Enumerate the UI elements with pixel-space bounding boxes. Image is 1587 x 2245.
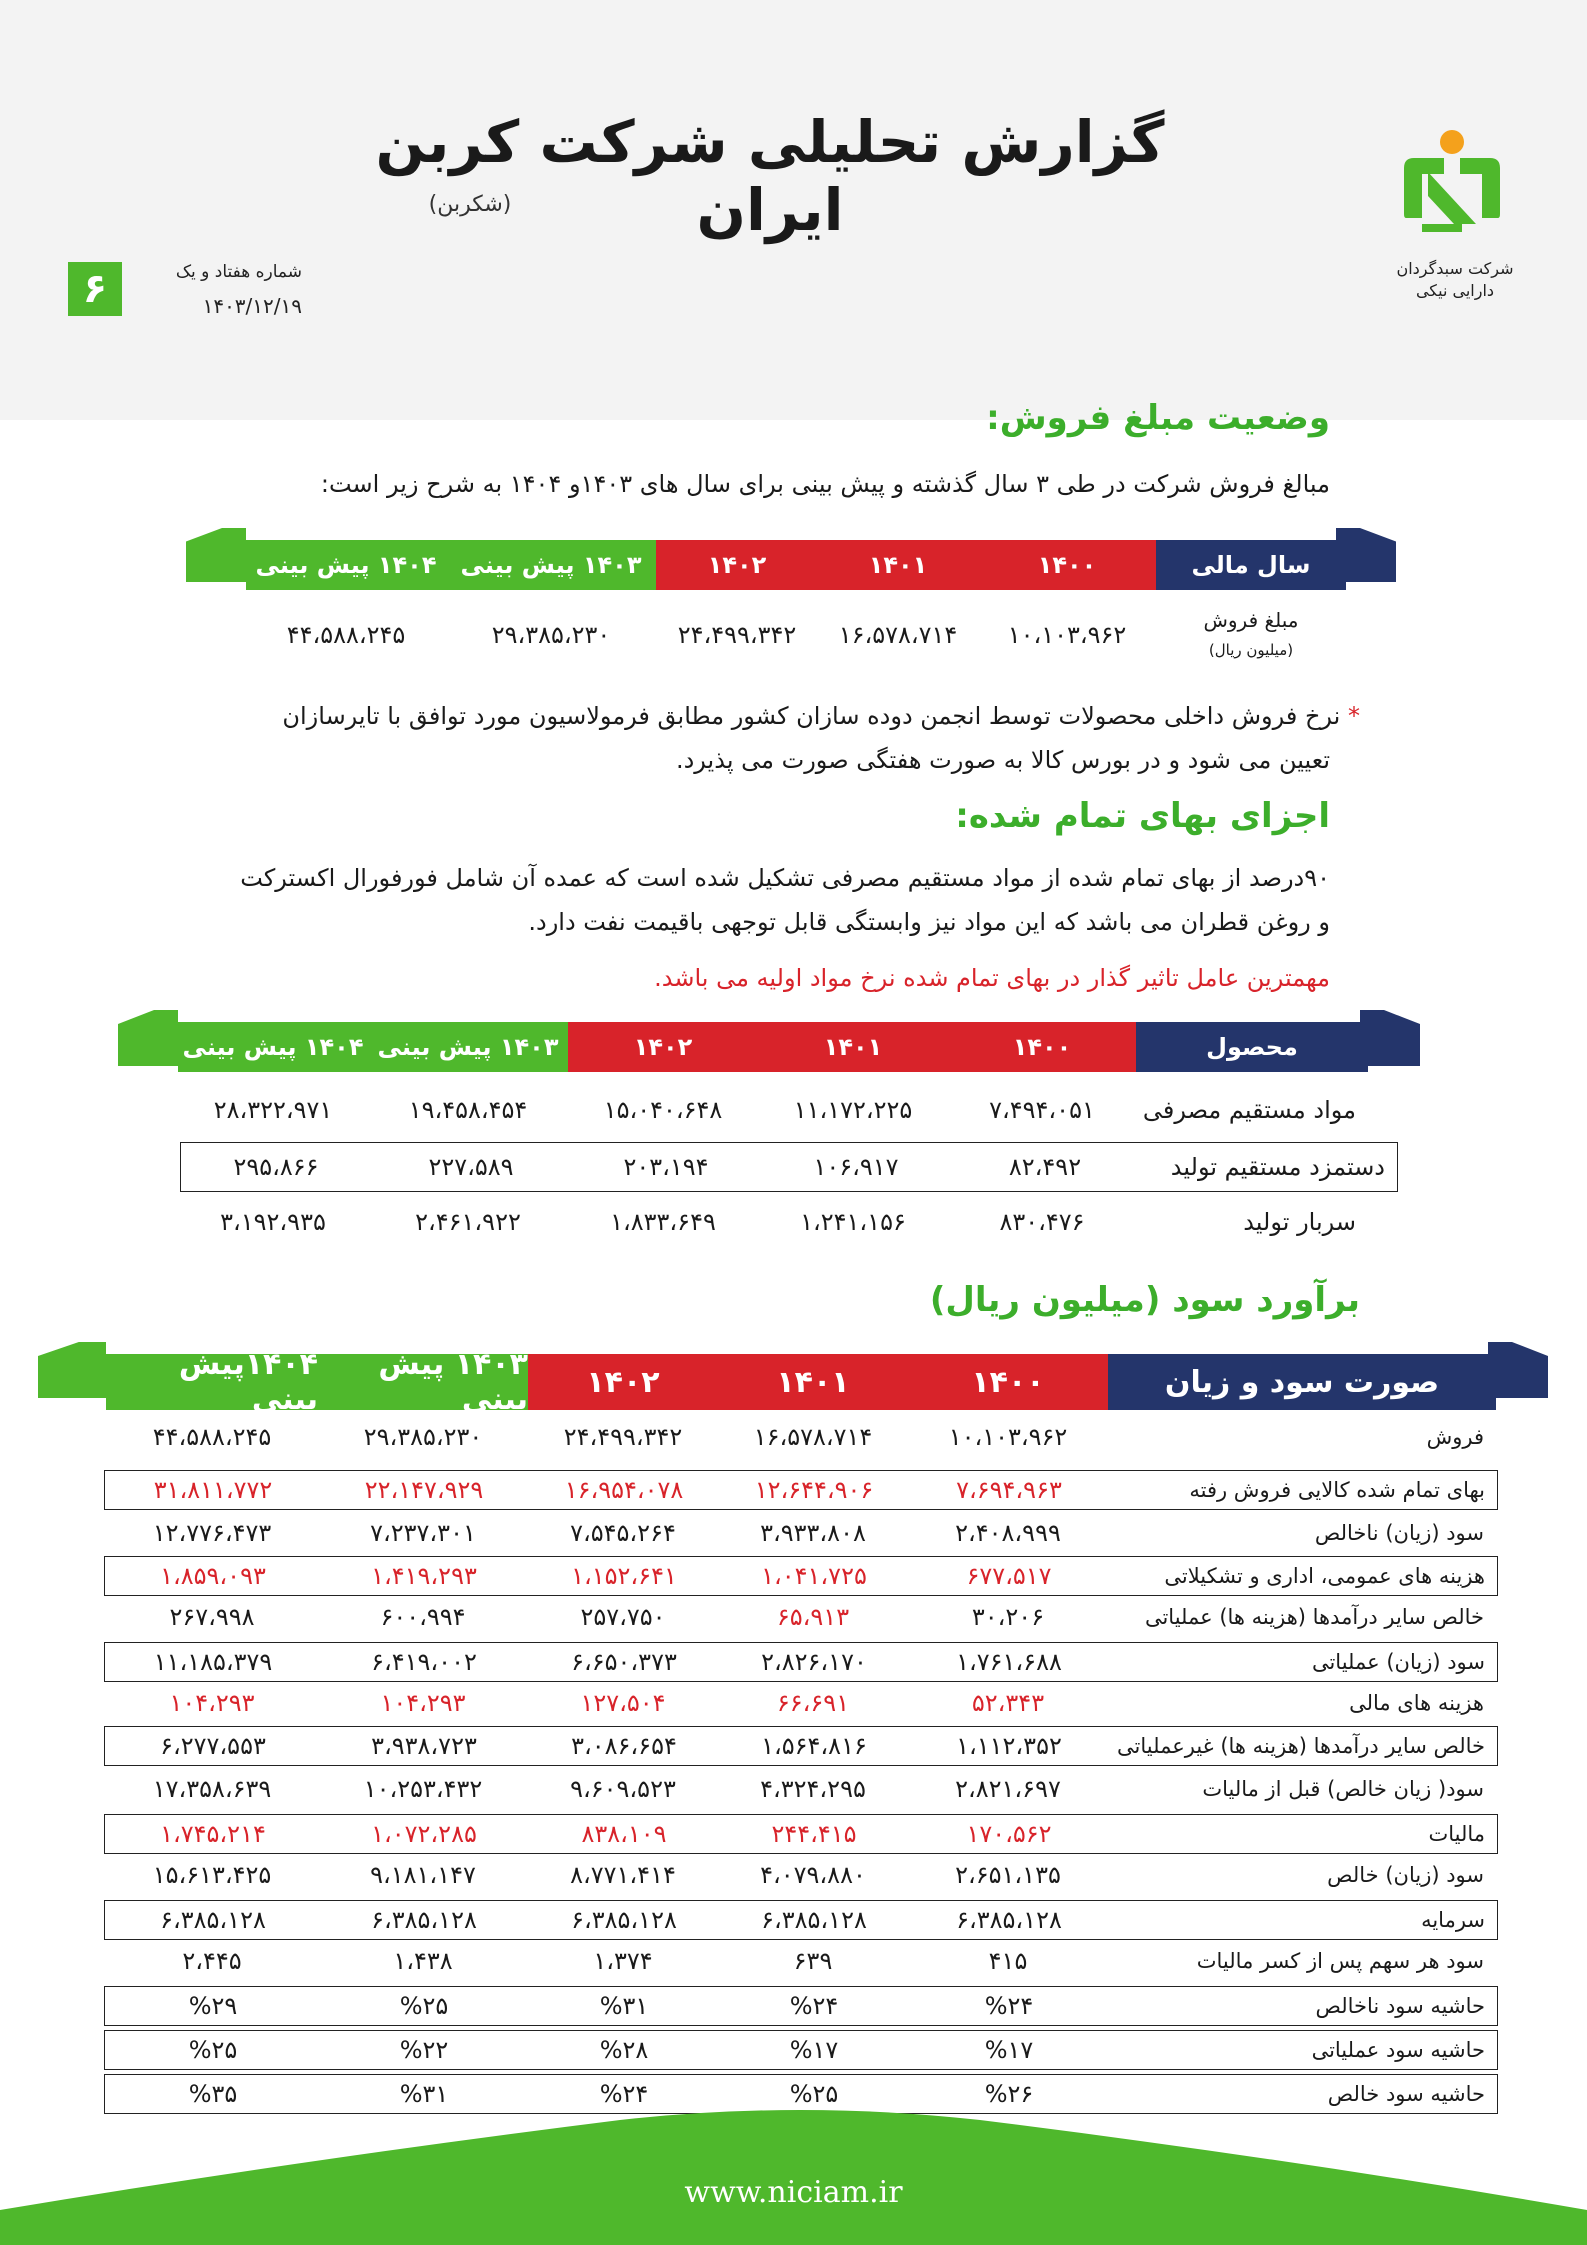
pl-value: ۲۵۷،۷۵۰	[580, 1603, 666, 1631]
pl-value: %۲۶	[984, 2080, 1034, 2108]
pl-value: ۸،۷۷۱،۴۱۴	[570, 1861, 676, 1889]
pl-value: ۱۷۰،۵۶۲	[966, 1820, 1052, 1848]
pl-row	[104, 1598, 1496, 1636]
pl-row	[104, 1642, 1498, 1682]
cost-value: ۸۲،۴۹۲	[1008, 1153, 1082, 1181]
cost-value: ۲۹۵،۸۶۶	[233, 1153, 319, 1181]
issue-date: ۱۴۰۳/۱۲/۱۹	[202, 294, 302, 318]
pl-value: ۱۰،۱۰۳،۹۶۲	[948, 1423, 1068, 1451]
pl-value: ۱،۴۳۸	[393, 1947, 453, 1975]
pl-value: ۶۶،۶۹۱	[776, 1689, 850, 1717]
pl-value: ۱،۸۵۹،۰۹۳	[160, 1562, 266, 1590]
pl-value: ۱،۰۷۲،۲۸۵	[371, 1820, 477, 1848]
sales-header-cell: ۱۴۰۱	[818, 540, 978, 590]
cost-value: ۲۰۳،۱۹۴	[623, 1153, 709, 1181]
sales-value: ۲۴،۴۹۹،۳۴۲	[677, 621, 797, 649]
pl-value: ۲،۶۵۱،۱۳۵	[955, 1861, 1061, 1889]
cost-value: ۱۱،۱۷۲،۲۲۵	[793, 1096, 913, 1124]
pl-row	[104, 1418, 1496, 1456]
pl-value: ۸۳۸،۱۰۹	[581, 1820, 667, 1848]
cost-table-header	[178, 1022, 1368, 1072]
pl-value: %۲۹	[188, 1992, 238, 2020]
cost-row-label: دستمزد مستقیم تولید	[1170, 1153, 1385, 1181]
pl-row-label: سود (زیان) ناخالص	[1314, 1521, 1484, 1545]
cost-value: ۳،۱۹۲،۹۳۵	[220, 1208, 326, 1236]
pl-header-cell: ۱۴۰۳ پیش بینی	[318, 1354, 528, 1410]
cost-header-cell: محصول	[1136, 1022, 1368, 1072]
pl-value: ۶،۳۸۵،۱۲۸	[571, 1906, 677, 1934]
sales-header-cap-left	[186, 528, 246, 582]
pl-value: ۳،۹۳۳،۸۰۸	[760, 1519, 866, 1547]
pl-row-label: سود( زیان خالص) قبل از مالیات	[1202, 1777, 1484, 1801]
pl-value: ۶۵،۹۱۳	[776, 1603, 850, 1631]
page-subtitle: (شکربن)	[428, 192, 512, 217]
pl-value: %۲۴	[599, 2080, 649, 2108]
cost-highlight: مهمترین عامل تاثیر گذار در بهای تمام شده نرخ مواد اولیه می باشد.	[654, 964, 1330, 992]
pl-value: ۲۴،۴۹۹،۳۴۲	[563, 1423, 683, 1451]
sales-header-cell: سال مالی	[1156, 540, 1346, 590]
pl-row-label: هزینه های عمومی، اداری و تشکیلاتی	[1164, 1564, 1485, 1588]
cost-value: ۷،۴۹۴،۰۵۱	[989, 1096, 1095, 1124]
pl-value: ۱۰۴،۲۹۳	[380, 1689, 466, 1717]
cost-section-title: اجزای بهای تمام شده:	[955, 796, 1330, 836]
pl-row	[104, 1942, 1496, 1980]
cost-header-cell: ۱۴۰۲	[568, 1022, 758, 1072]
pl-section-title: برآورد سود (میلیون ریال)	[929, 1280, 1360, 1320]
pl-header-cell: ۱۴۰۰	[908, 1354, 1108, 1410]
pl-value: ۳،۹۳۸،۷۲۳	[371, 1732, 477, 1760]
pl-value: ۱،۱۵۲،۶۴۱	[571, 1562, 677, 1590]
pl-value: %۲۴	[789, 1992, 839, 2020]
pl-value: ۳۰،۲۰۶	[971, 1603, 1045, 1631]
pl-row	[104, 1556, 1498, 1596]
pl-row-label: سود (زیان) عملیاتی	[1311, 1650, 1485, 1674]
pl-value: ۳۱،۸۱۱،۷۷۲	[153, 1476, 273, 1504]
cost-value: ۸۳۰،۴۷۶	[999, 1208, 1085, 1236]
pl-value: ۶،۴۱۹،۰۰۲	[371, 1648, 477, 1676]
pl-value: ۳،۰۸۶،۶۵۴	[571, 1732, 677, 1760]
pl-value: ۲،۴۴۵	[182, 1947, 242, 1975]
cost-row	[178, 1088, 1368, 1132]
pl-value: %۲۸	[599, 2036, 649, 2064]
pl-value: ۱۷،۳۵۸،۶۳۹	[152, 1775, 272, 1803]
pl-row-label: مالیات	[1428, 1822, 1485, 1846]
pl-value: ۱۲،۷۷۶،۴۷۳	[152, 1519, 272, 1547]
cost-row	[180, 1142, 1398, 1192]
pl-value: ۹،۶۰۹،۵۲۳	[570, 1775, 676, 1803]
pl-value: ۶۳۹	[793, 1947, 833, 1975]
pl-row-label: فروش	[1426, 1425, 1484, 1449]
pl-row	[104, 1726, 1498, 1766]
pl-row	[104, 1900, 1498, 1940]
pl-value: %۱۷	[984, 2036, 1034, 2064]
pl-value: ۲۹،۳۸۵،۲۳۰	[363, 1423, 483, 1451]
pl-value: ۲،۸۲۶،۱۷۰	[761, 1648, 867, 1676]
cost-value: ۱۵،۰۴۰،۶۴۸	[603, 1096, 723, 1124]
pl-value: ۱،۷۴۵،۲۱۴	[160, 1820, 266, 1848]
pl-row	[104, 1470, 1498, 1510]
pl-row-label: خالص سایر درآمدها (هزینه ها) غیرعملیاتی	[1117, 1734, 1485, 1758]
cost-header-cap-right	[1360, 1010, 1420, 1066]
cost-value: ۲،۴۶۱،۹۲۲	[415, 1208, 521, 1236]
pl-value: ۷،۲۳۷،۳۰۱	[370, 1519, 476, 1547]
pl-value: ۲،۴۰۸،۹۹۹	[955, 1519, 1061, 1547]
pl-table-header	[106, 1347, 1496, 1417]
cost-paragraph: ۹۰درصد از بهای تمام شده از مواد مستقیم مصرفی تشکیل شده است که عمده آن شامل فورفورال اکسترکت و روغن قطران می باشد که این مواد نیز وابستگی قابل توجهی باقیمت نفت دارد.	[240, 864, 1330, 936]
pl-value: ۱۰۴،۲۹۳	[169, 1689, 255, 1717]
sales-section-title: وضعیت مبلغ فروش:	[986, 398, 1330, 438]
issue-number-badge: ۶	[68, 262, 122, 316]
pl-header-cell: ۱۴۰۱	[718, 1354, 908, 1410]
pl-value: ۱۱،۱۸۵،۳۷۹	[153, 1648, 273, 1676]
cost-header-cell: ۱۴۰۰	[948, 1022, 1136, 1072]
pl-value: ۹،۱۸۱،۱۴۷	[370, 1861, 476, 1889]
pl-row-label: بهای تمام شده کالایی فروش رفته	[1189, 1478, 1485, 1502]
pl-header-cell: ۱۴۰۲	[528, 1354, 718, 1410]
pl-value: ۱۰،۲۵۳،۴۳۲	[363, 1775, 483, 1803]
pl-header-cell: صورت سود و زیان	[1108, 1354, 1496, 1410]
cost-value: ۲۲۷،۵۸۹	[428, 1153, 514, 1181]
pl-value: %۲۲	[399, 2036, 449, 2064]
sales-value: ۲۹،۳۸۵،۲۳۰	[491, 621, 611, 649]
pl-value: ۱۵،۶۱۳،۴۲۵	[152, 1861, 272, 1889]
pl-value: ۴،۰۷۹،۸۸۰	[760, 1861, 866, 1889]
pl-value: ۵۲،۳۴۳	[971, 1689, 1045, 1717]
sales-intro: مبالغ فروش شرکت در طی ۳ سال گذشته و پیش بینی برای سال های ۱۴۰۳و ۱۴۰۴ به شرح زیر است:	[320, 470, 1330, 498]
cost-value: ۱۹،۴۵۸،۴۵۴	[408, 1096, 528, 1124]
sales-value: ۱۶،۵۷۸،۷۱۴	[838, 621, 958, 649]
pl-value: %۱۷	[789, 2036, 839, 2064]
sales-row-label: مبلغ فروش	[1203, 608, 1299, 632]
pl-value: %۲۵	[399, 1992, 449, 2020]
sales-header-cell: ۱۴۰۳ پیش بینی	[446, 540, 656, 590]
pl-value: %۳۵	[188, 2080, 238, 2108]
pl-value: ۶،۶۵۰،۳۷۳	[571, 1648, 677, 1676]
sales-value: ۱۰،۱۰۳،۹۶۲	[1007, 621, 1127, 649]
pl-value: ۲۴۴،۴۱۵	[771, 1820, 857, 1848]
sales-row-unit: (میلیون ریال)	[1208, 641, 1294, 659]
pl-value: ۷،۵۴۵،۲۶۴	[570, 1519, 676, 1547]
pl-value: ۴۱۵	[988, 1947, 1028, 1975]
pl-value: ۱،۵۶۴،۸۱۶	[761, 1732, 867, 1760]
pl-value: ۲،۸۲۱،۶۹۷	[955, 1775, 1061, 1803]
sales-value: ۴۴،۵۸۸،۲۴۵	[286, 621, 406, 649]
footer-website-link[interactable]: www.niciam.ir	[684, 2175, 903, 2210]
sales-row	[246, 600, 1346, 670]
note-star-icon: *	[1348, 702, 1360, 730]
company-logo-icon	[1392, 128, 1512, 238]
cost-row-label: سربار تولید	[1243, 1208, 1356, 1236]
pl-row-label: سرمایه	[1421, 1908, 1485, 1932]
pl-value: ۲۶۷،۹۹۸	[169, 1603, 255, 1631]
pl-value: ۱۶،۵۷۸،۷۱۴	[753, 1423, 873, 1451]
pl-value: %۳۱	[399, 2080, 449, 2108]
pl-row	[104, 1856, 1496, 1894]
pl-value: %۲۵	[188, 2036, 238, 2064]
pl-row	[104, 2030, 1498, 2070]
sales-table-header	[246, 540, 1346, 590]
cost-value: ۱۰۶،۹۱۷	[813, 1153, 899, 1181]
sales-header-cell: ۱۴۰۰	[978, 540, 1156, 590]
pl-value: ۶۰۰،۹۹۴	[380, 1603, 466, 1631]
pl-value: ۶،۳۸۵،۱۲۸	[956, 1906, 1062, 1934]
company-name: شرکت سبدگردان دارایی نیکی	[1396, 259, 1514, 300]
cost-row	[178, 1200, 1368, 1244]
pl-row-label: سود هر سهم پس از کسر مالیات	[1196, 1949, 1484, 1973]
pl-row-label: خالص سایر درآمدها (هزینه ها) عملیاتی	[1144, 1605, 1484, 1629]
pl-header-cap-left	[38, 1342, 106, 1398]
pl-row	[104, 1986, 1498, 2026]
pl-row	[104, 1770, 1496, 1808]
cost-header-cell: ۱۴۰۳ پیش بینی	[368, 1022, 568, 1072]
pl-value: ۶،۳۸۵،۱۲۸	[371, 1906, 477, 1934]
issue-label: شماره هفتاد و یک	[175, 262, 302, 282]
pl-row-label: سود (زیان) خالص	[1327, 1863, 1484, 1887]
pl-value: %۲۵	[789, 2080, 839, 2108]
page-title: گزارش تحلیلی شرکت کربن ایران	[375, 108, 1165, 244]
pl-value: ۶،۲۷۷،۵۵۳	[160, 1732, 266, 1760]
pl-row	[104, 1814, 1498, 1854]
pl-value: ۱۲۷،۵۰۴	[580, 1689, 666, 1717]
cost-value: ۱،۲۴۱،۱۵۶	[800, 1208, 906, 1236]
pl-value: ۲۲،۱۴۷،۹۲۹	[364, 1476, 484, 1504]
pl-row	[104, 1514, 1496, 1552]
pl-value: ۷،۶۹۴،۹۶۳	[956, 1476, 1062, 1504]
cost-header-cap-left	[118, 1010, 178, 1066]
cost-value: ۲۸،۳۲۲،۹۷۱	[213, 1096, 333, 1124]
cost-header-cell: ۱۴۰۴ پیش بینی	[178, 1022, 368, 1072]
pl-row-label: هزینه های مالی	[1349, 1691, 1484, 1715]
pl-value: %۲۴	[984, 1992, 1034, 2020]
pl-value: ۴۴،۵۸۸،۲۴۵	[152, 1423, 272, 1451]
pl-value: ۱،۰۴۱،۷۲۵	[761, 1562, 867, 1590]
pl-value: ۶،۳۸۵،۱۲۸	[761, 1906, 867, 1934]
cost-row-label: مواد مستقیم مصرفی	[1142, 1096, 1356, 1124]
pl-value: ۶۷۷،۵۱۷	[966, 1562, 1052, 1590]
sales-note: * نرخ فروش داخلی محصولات توسط انجمن دوده سازان کشور مطابق فرمولاسیون مورد توافق با تایرسازان تعیین می شود و در بورس کالا به صورت هفتگی صورت می پذیرد.	[282, 702, 1360, 774]
pl-value: ۱۶،۹۵۴،۰۷۸	[564, 1476, 684, 1504]
pl-value: ۴،۳۲۴،۲۹۵	[760, 1775, 866, 1803]
pl-value: ۱،۱۱۲،۳۵۲	[956, 1732, 1062, 1760]
pl-row-label: حاشیه سود خالص	[1327, 2082, 1485, 2106]
pl-row-label: حاشیه سود ناخالص	[1315, 1994, 1485, 2018]
pl-value: ۱۲،۶۴۴،۹۰۶	[754, 1476, 874, 1504]
sales-header-cell: ۱۴۰۴ پیش بینی	[246, 540, 446, 590]
cost-value: ۱،۸۳۳،۶۴۹	[610, 1208, 716, 1236]
pl-header-cap-right	[1488, 1342, 1548, 1398]
sales-header-cell: ۱۴۰۲	[656, 540, 818, 590]
pl-value: ۶،۳۸۵،۱۲۸	[160, 1906, 266, 1934]
cost-header-cell: ۱۴۰۱	[758, 1022, 948, 1072]
pl-header-cell: ۱۴۰۴پیش بینی	[106, 1354, 318, 1410]
pl-value: %۳۱	[599, 1992, 649, 2020]
pl-row	[104, 1684, 1496, 1722]
pl-row-label: حاشیه سود عملیاتی	[1311, 2038, 1485, 2062]
pl-value: ۱،۴۱۹،۲۹۳	[371, 1562, 477, 1590]
footer-wave	[0, 2100, 1587, 2245]
pl-value: ۱،۷۶۱،۶۸۸	[956, 1648, 1062, 1676]
pl-value: ۱،۳۷۴	[593, 1947, 653, 1975]
